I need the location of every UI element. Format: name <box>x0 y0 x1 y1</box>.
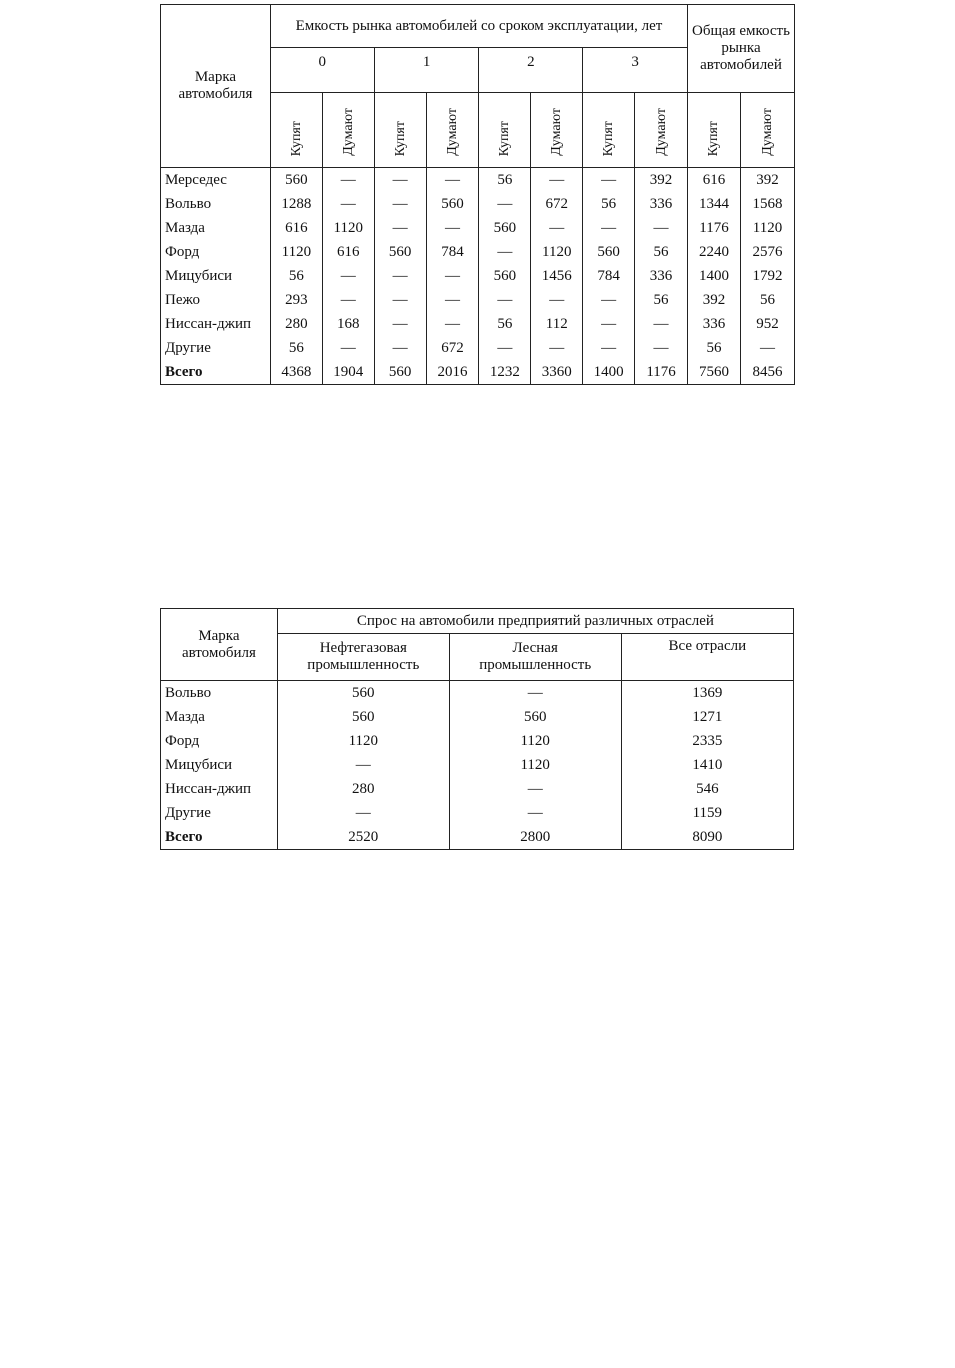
row-label: Вольво <box>161 192 271 216</box>
table-row <box>161 753 794 777</box>
table-cell: 336 <box>688 312 741 336</box>
industry-demand-table <box>160 608 794 850</box>
table-cell: 280 <box>277 777 449 801</box>
table-cell: — <box>531 216 583 240</box>
table-cell: — <box>374 288 426 312</box>
table-cell: 8090 <box>621 825 793 850</box>
table-cell: — <box>479 192 531 216</box>
buy-header: Купят <box>374 93 426 168</box>
table-cell: 1120 <box>322 216 374 240</box>
capacity-header: Емкость рынка автомобилей со сроком эксплуатации, лет <box>270 5 687 48</box>
row-label: Пежо <box>161 288 271 312</box>
row-label: Другие <box>161 336 271 360</box>
table-cell: — <box>531 168 583 193</box>
row-label: Форд <box>161 729 278 753</box>
table-cell: — <box>583 312 635 336</box>
table-cell: 56 <box>270 336 322 360</box>
table-cell: 560 <box>426 192 479 216</box>
table-cell: 1120 <box>449 753 621 777</box>
table-cell: — <box>449 777 621 801</box>
table-cell: 952 <box>740 312 794 336</box>
table-cell: 1400 <box>583 360 635 385</box>
table-cell: 560 <box>374 240 426 264</box>
column-header: Лесная промышленность <box>449 634 621 681</box>
table-row <box>161 288 795 312</box>
table-cell: — <box>426 288 479 312</box>
year-header: 3 <box>583 48 688 93</box>
table-cell: — <box>479 240 531 264</box>
table-cell: 546 <box>621 777 793 801</box>
table-cell: 1176 <box>635 360 688 385</box>
table-cell: — <box>374 336 426 360</box>
table-cell: — <box>583 216 635 240</box>
buy-header: Купят <box>270 93 322 168</box>
table-cell: 1344 <box>688 192 741 216</box>
table-cell: 1369 <box>621 681 793 706</box>
table-cell: 1288 <box>270 192 322 216</box>
table-cell: — <box>635 216 688 240</box>
table-row <box>161 192 795 216</box>
table-cell: 560 <box>479 216 531 240</box>
table-cell: — <box>322 336 374 360</box>
table-cell: 560 <box>583 240 635 264</box>
table-row <box>161 264 795 288</box>
table-cell: 2240 <box>688 240 741 264</box>
table-cell: 1232 <box>479 360 531 385</box>
table-row <box>161 681 794 706</box>
table-row <box>161 312 795 336</box>
row-label: Мицубиси <box>161 753 278 777</box>
table-cell: — <box>449 681 621 706</box>
table-cell: — <box>426 216 479 240</box>
buy-header: Купят <box>583 93 635 168</box>
demand-header: Спрос на автомобили предприятий различных отраслей <box>277 609 793 634</box>
table-cell: 56 <box>635 240 688 264</box>
table-row <box>161 825 794 850</box>
table-cell: — <box>479 288 531 312</box>
table-cell: 4368 <box>270 360 322 385</box>
year-header: 1 <box>374 48 479 93</box>
row-label: Вольво <box>161 681 278 706</box>
table-cell: 280 <box>270 312 322 336</box>
table-cell: 1120 <box>449 729 621 753</box>
table-cell: — <box>374 216 426 240</box>
table-cell: 1159 <box>621 801 793 825</box>
row-label: Мерседес <box>161 168 271 193</box>
table-cell: — <box>635 312 688 336</box>
table-cell: — <box>322 288 374 312</box>
table-cell: 2335 <box>621 729 793 753</box>
table-cell: 56 <box>479 168 531 193</box>
table-cell: 336 <box>635 192 688 216</box>
table-cell: — <box>322 264 374 288</box>
table-cell: — <box>426 168 479 193</box>
table-cell: 560 <box>277 681 449 706</box>
table-cell: 560 <box>270 168 322 193</box>
table-cell: — <box>449 801 621 825</box>
table-row <box>161 216 795 240</box>
think-header: Думают <box>531 93 583 168</box>
table-row <box>161 777 794 801</box>
table-row <box>161 801 794 825</box>
table-cell: 560 <box>374 360 426 385</box>
row-label: Мазда <box>161 216 271 240</box>
table-cell: 168 <box>322 312 374 336</box>
table-cell: — <box>583 288 635 312</box>
table-cell: — <box>277 801 449 825</box>
table-cell: — <box>740 336 794 360</box>
year-header: 2 <box>479 48 583 93</box>
table-cell: 2800 <box>449 825 621 850</box>
market-capacity-table <box>160 4 795 385</box>
table-cell: — <box>426 312 479 336</box>
row-label: Другие <box>161 801 278 825</box>
row-label: Ниссан-джип <box>161 312 271 336</box>
table-cell: 1271 <box>621 705 793 729</box>
row-label: Всего <box>161 825 278 850</box>
table-cell: — <box>322 168 374 193</box>
table-cell: 560 <box>479 264 531 288</box>
row-label: Всего <box>161 360 271 385</box>
table-cell: 1792 <box>740 264 794 288</box>
table-cell: 7560 <box>688 360 741 385</box>
table-cell: 784 <box>583 264 635 288</box>
table-cell: — <box>374 168 426 193</box>
table-cell: 8456 <box>740 360 794 385</box>
table-cell: 392 <box>635 168 688 193</box>
think-header: Думают <box>322 93 374 168</box>
buy-header: Купят <box>688 93 741 168</box>
table-cell: 1904 <box>322 360 374 385</box>
table-cell: — <box>426 264 479 288</box>
table-cell: 560 <box>277 705 449 729</box>
table-cell: 672 <box>426 336 479 360</box>
table-row <box>161 729 794 753</box>
row-label: Мазда <box>161 705 278 729</box>
buy-header: Купят <box>479 93 531 168</box>
table-cell: — <box>635 336 688 360</box>
table-cell: 3360 <box>531 360 583 385</box>
column-header: Все отрасли <box>621 634 793 681</box>
table-cell: 672 <box>531 192 583 216</box>
table-cell: 1568 <box>740 192 794 216</box>
table-cell: 1120 <box>270 240 322 264</box>
brand-header: Марка автомобиля <box>161 609 278 681</box>
table-cell: 56 <box>688 336 741 360</box>
table-cell: 1120 <box>740 216 794 240</box>
table-cell: 2576 <box>740 240 794 264</box>
table-cell: — <box>531 288 583 312</box>
table-cell: 616 <box>322 240 374 264</box>
row-label: Ниссан-джип <box>161 777 278 801</box>
table-row <box>161 336 795 360</box>
table-cell: — <box>322 192 374 216</box>
table-cell: 293 <box>270 288 322 312</box>
table-cell: — <box>374 192 426 216</box>
table-cell: — <box>277 753 449 777</box>
table-row <box>161 168 795 193</box>
table-cell: 1120 <box>531 240 583 264</box>
table-cell: 392 <box>688 288 741 312</box>
brand-header: Марка автомобиля <box>161 5 271 168</box>
table-cell: — <box>374 264 426 288</box>
table-cell: 1410 <box>621 753 793 777</box>
table-row <box>161 360 795 385</box>
think-header: Думают <box>635 93 688 168</box>
row-label: Форд <box>161 240 271 264</box>
table-cell: 2016 <box>426 360 479 385</box>
table-cell: — <box>583 336 635 360</box>
column-header: Нефтегазовая промышленность <box>277 634 449 681</box>
table-cell: 56 <box>635 288 688 312</box>
think-header: Думают <box>740 93 794 168</box>
total-capacity-header: Общая емкость рынка автомобилей <box>688 5 795 93</box>
table-cell: 56 <box>583 192 635 216</box>
year-header: 0 <box>270 48 374 93</box>
table-cell: 1176 <box>688 216 741 240</box>
table-cell: 616 <box>688 168 741 193</box>
table-row <box>161 705 794 729</box>
table-cell: 56 <box>740 288 794 312</box>
table-cell: 56 <box>479 312 531 336</box>
table-cell: — <box>583 168 635 193</box>
table-cell: — <box>531 336 583 360</box>
table-cell: 560 <box>449 705 621 729</box>
table-cell: 112 <box>531 312 583 336</box>
table-cell: 1400 <box>688 264 741 288</box>
table-cell: 1456 <box>531 264 583 288</box>
table-row <box>161 240 795 264</box>
table-cell: 784 <box>426 240 479 264</box>
row-label: Мицубиси <box>161 264 271 288</box>
table-cell: — <box>374 312 426 336</box>
table-cell: 392 <box>740 168 794 193</box>
table-cell: 56 <box>270 264 322 288</box>
table-cell: — <box>479 336 531 360</box>
table-cell: 2520 <box>277 825 449 850</box>
table-cell: 616 <box>270 216 322 240</box>
think-header: Думают <box>426 93 479 168</box>
table-cell: 1120 <box>277 729 449 753</box>
table-cell: 336 <box>635 264 688 288</box>
